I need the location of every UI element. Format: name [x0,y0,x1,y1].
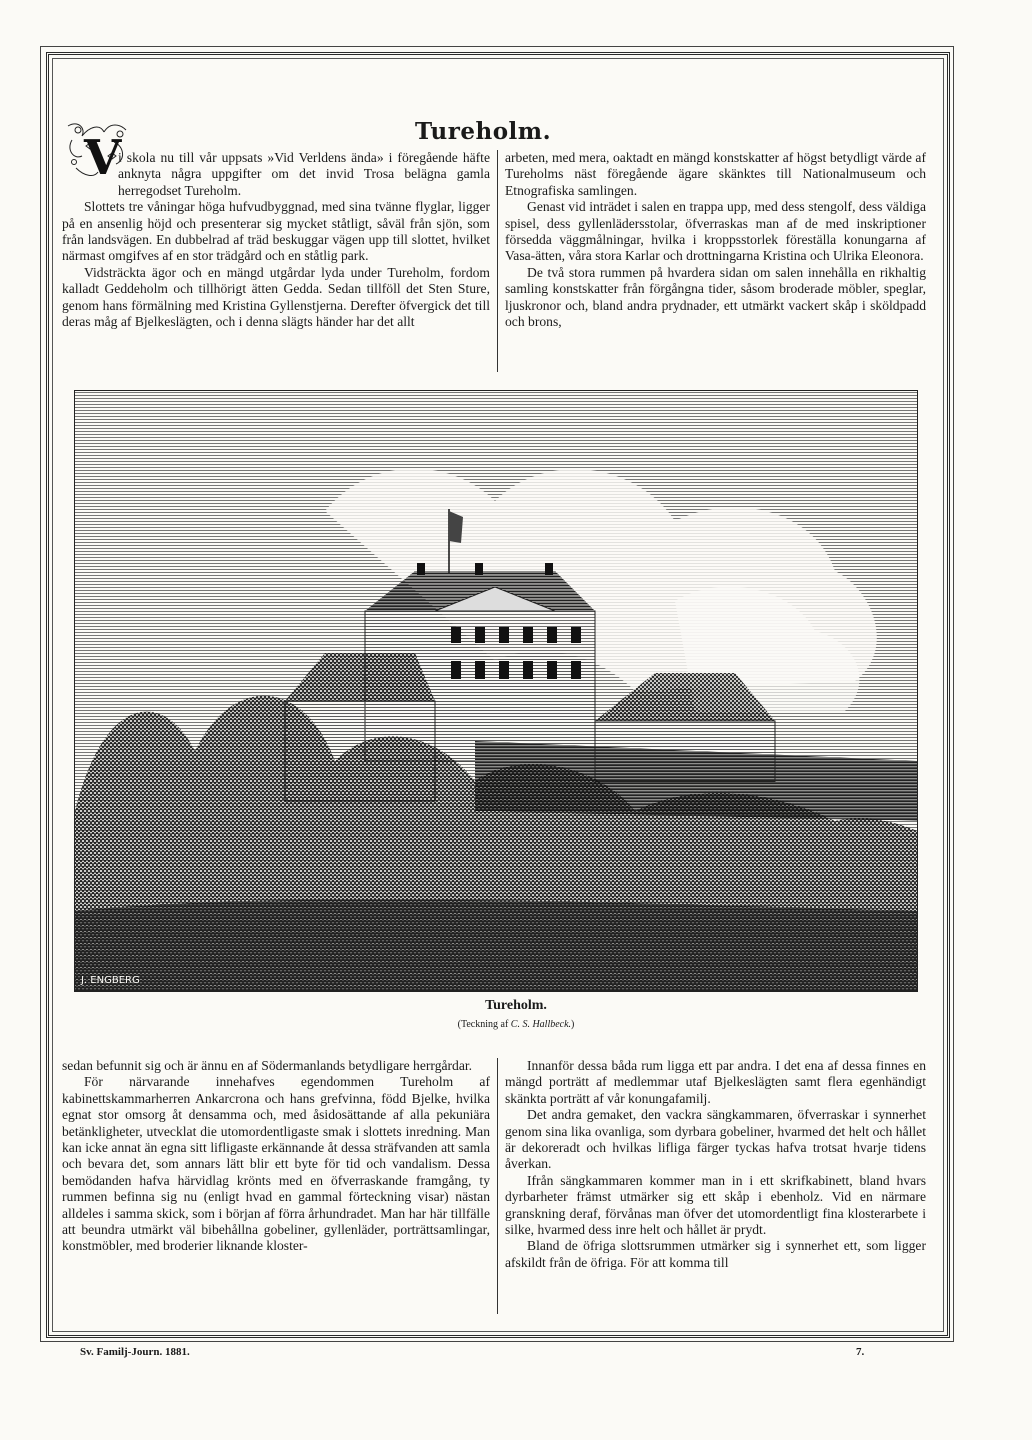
paragraph: Slottets tre våningar höga hufvudbyggnad, med sina tvänne flyglar, ligger på en ansenlig höjd och presenterar sig mycket ståtligt, såväl från sjön, som från landsvägen. En dubbelrad af träd beskuggar vägen upp till slottet, hvilket närmast omgifves af en stor trädgård och en ståtlig park. [62,199,490,264]
paragraph: För närvarande innehafves egendommen Tureholm af kabinettskammarherren Ankarcrona och hans grefvinna, född Bjelke, hvilka egnat stor omsorg åt densamma och, med åsidosättande af alla pekuniära betänkligheter, utvecklat die utomordentligaste smak i slottets inredning. Man kan icke annat än egna sitt lifligaste erkännande åt dessa sträfvanden att samla och bevara det, som annars lätt blir ett byte för tid och vandalism. Dessa bemödanden hafva härvidlag krönts med en öfverraskande framgång, ty rummen befinna sig nu (enligt hvad en gammal förteckning visar) nästan alldeles i samma skick, som i början af förra århundradet. Man har här tillfälle att beundra utmärkt väl bibehållna gobeliner, gyllenläder, porträttsamlingar, konstmöbler, med broderier liknande kloster- [62,1074,490,1254]
paragraph: Genast vid inträdet i salen en trappa upp, med dess stengolf, dess väldiga spisel, dess gyllenlädersstolar, öfverraskas man af de med inskriptioner försedda väggmålningar, hvilka i kroppsstorlek föreställa konungarna af Vasa-ätten, våra stora Karlar och drottningarna Kristina och Ulrika Eleonora. [505,199,926,264]
page-number: 7. [856,1346,865,1358]
journal-footer: Sv. Familj-Journ. 1881. [80,1346,190,1358]
column-top-right [505,150,926,330]
chimney [475,563,483,575]
paragraph: sedan befunnit sig och är ännu en af Södermanlands betydligare herrgårdar. [62,1058,473,1073]
chimney [545,563,553,575]
illustration-engraving [74,390,918,992]
figure-credit [0,1019,1032,1030]
paragraph: arbeten, med mera, oaktadt en mängd konstskatter af högst betydligt värde af Tureholms näst föregående ägare skänktes till Nationalmuseum och Etnografiska samlingen. [505,150,926,198]
article-title: Tureholm. [415,118,552,145]
column-bottom-left [62,1058,490,1255]
figure-caption: Tureholm. [485,998,547,1013]
paragraph: Det andra gemaket, den vackra sängkammaren, öfverraskar i synnerhet genom sina lika ovanliga, som dyrbara gobeliner, hvarmed det helt och hållet är dekoreradt och hvilkas lifliga färger tyckas hafva trotsat hvarje tidens åverkan. [505,1107,926,1172]
paragraph: Ifrån sängkammaren kommer man in i ett skrifkabinett, bland hvars dyrbarheter främst utmärker sig ett skåp i ebenholz. Vid en närmare granskning deraf, förvånas man öfver det utomordentligt fina klosterarbete i silke, hvarmed dess inre helt och hållet är prydt. [505,1172,926,1238]
paragraph: Bland de öfriga slottsrummen utmärker sig i synnerhet ett, som ligger afskildt från de öfriga. För att komma till [505,1238,926,1270]
meadow [75,899,917,991]
paragraph: Innanför dessa båda rum ligga ett par andra. I det ena af dessa finnes en mängd porträtt af medlemmar utaf Bjelkeslägten samt flera egenhändigt skänkta porträtt af vår konungafamilj. [505,1058,926,1106]
credit-suffix: ) [571,1019,575,1030]
paragraph: Vidsträckta ägor och en mängd utgårdar lyda under Tureholm, fordom kalladt Geddeholm och tillhörigt ätten Gedda. Sedan tillföll det Sten Sture, genom hans förmälning med Kristina Gyllenstjerna. Derefter öfvergick det till deras måg af Bjelkeslägten, och i denna slägts händer har det allt [62,264,490,330]
engraver-signature: J. ENGBERG [81,975,140,986]
credit-artist: C. S. Hallbeck. [510,1019,572,1030]
column-divider [497,1058,498,1314]
column-bottom-right [505,1058,926,1271]
paragraph: De två stora rummen på hvardera sidan om salen innehålla en rikhaltig samling konstskatter från förgångna tider, såsom broderade möbler, speglar, ljuskronor och, bland andra prydnader, ett utmärkt vackert skåp i sköldpadd och brons, [505,264,926,330]
chimney [417,563,425,575]
paragraph: i skola nu till vår uppsats »Vid Verldens ända» i föregående häfte anknyta några uppgifter om det invid Trosa belägna gamla herregodset Tureholm. [118,150,490,198]
initial-letter: V [84,130,122,184]
column-divider [497,150,498,372]
column-top-left [62,150,490,330]
credit-prefix: (Teckning af [457,1019,511,1030]
